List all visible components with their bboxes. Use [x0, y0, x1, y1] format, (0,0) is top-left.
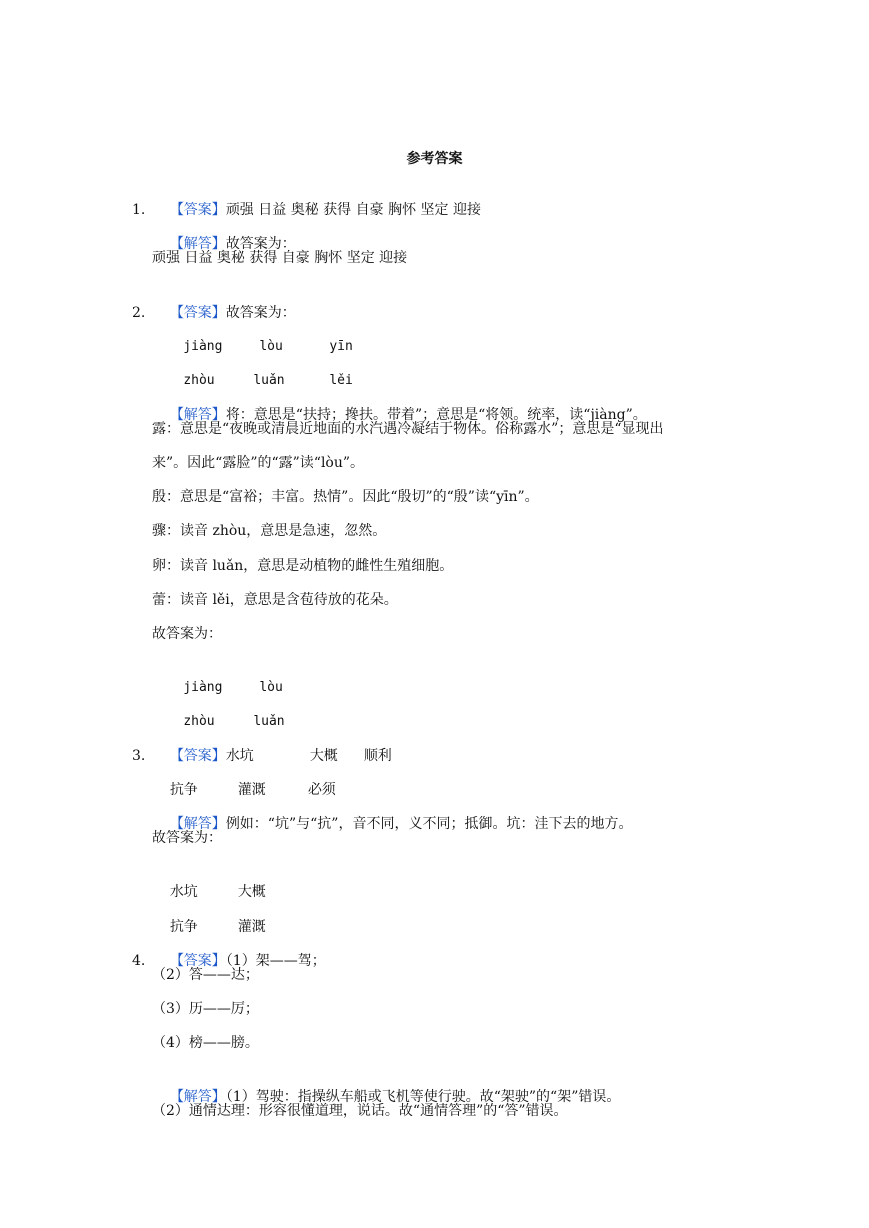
answer-tag: 【答案】	[169, 305, 226, 321]
word-item: 灌溉	[237, 919, 266, 935]
pinyin-item: luǎn	[253, 714, 285, 729]
q2-paragraph: 殷：意思是“富裕；丰富。热情”。因此“殷切”的“殷”读“yīn”。	[152, 489, 539, 505]
q3-explain-text: 例如：“坑”与“抗”，音不同，义不同；抵御。坑：洼下去的地方。	[225, 816, 633, 832]
q3-number: 3.	[132, 748, 146, 764]
q2-paragraph: 故答案为：	[152, 626, 222, 642]
pinyin-item: zhòu	[183, 714, 215, 729]
answer-tag: 【答案】	[169, 202, 226, 218]
pinyin-item: luǎn	[253, 373, 285, 388]
word-item: 抗争	[169, 782, 198, 798]
pinyin-item: lòu	[259, 680, 283, 695]
q2-paragraph: 露：意思是“夜晚或清晨近地面的水汽遇冷凝结于物体。俗称露水”；意思是“显现出	[152, 421, 664, 437]
page-title: 参考答案	[406, 151, 463, 167]
q4-number: 4.	[132, 953, 146, 969]
q1-answer-repeat: 顽强 日益 奥秘 获得 自豪 胸怀 坚定 迎接	[152, 250, 408, 266]
explain-tag: 【解答】	[169, 236, 226, 252]
word-item: 顺利	[363, 748, 392, 764]
q4-paragraph: （2）通情达理：形容很懂道理，说话。故“通情答理”的“答”错误。	[152, 1103, 568, 1119]
q1-explain-text: 故答案为：	[225, 236, 296, 252]
q2-number: 2.	[132, 305, 146, 321]
explain-tag: 【解答】	[169, 816, 226, 832]
pinyin-item: jiàng	[183, 680, 223, 695]
word-item: 水坑	[225, 748, 254, 764]
pinyin-item: jiàng	[183, 339, 223, 354]
q4-explain-text: （1）驾驶：指操纵车船或飞机等使行驶。故“架驶”的“架”错误。	[225, 1089, 621, 1105]
answer-tag: 【答案】	[169, 953, 226, 969]
word-item: 灌溉	[237, 782, 266, 798]
pinyin-item: yīn	[329, 339, 353, 354]
pinyin-item: lòu	[259, 339, 283, 354]
q4-answer-text: （1）架——驾；	[225, 953, 326, 969]
q1-answer-text: 顽强 日益 奥秘 获得 自豪 胸怀 坚定 迎接	[225, 202, 481, 218]
word-item: 大概	[309, 748, 338, 764]
explain-tag: 【解答】	[169, 1089, 226, 1105]
q3-explain-line	[152, 794, 632, 854]
q2-paragraph: 来”。因此“露脸”的“露”读“lòu”。	[152, 455, 365, 471]
q1-number: 1.	[132, 202, 146, 218]
q4-answer-item: （4）榜——膀。	[152, 1035, 259, 1051]
answer-tag: 【答案】	[169, 748, 226, 764]
word-item: 抗争	[169, 919, 198, 935]
q2-paragraph: 蕾：读音 lěi，意思是含苞待放的花朵。	[152, 592, 398, 608]
word-item: 大概	[237, 884, 266, 900]
q4-answer-item: （3）历——厉；	[152, 1001, 259, 1017]
q3-paragraph: 故答案为：	[152, 830, 222, 846]
explain-tag: 【解答】	[169, 407, 226, 423]
q4-answer-item: （2）答——达；	[152, 967, 259, 983]
word-item: 必须	[307, 782, 336, 798]
q2-answer-text: 故答案为：	[225, 305, 296, 321]
word-item: 水坑	[169, 884, 198, 900]
q2-explain-text: 将：意思是“扶持；搀扶。带着”；意思是“将领。统率，读“jiàng”。	[225, 407, 647, 423]
pinyin-item: lěi	[329, 373, 353, 388]
q2-paragraph: 骤：读音 zhòu，意思是急速，忽然。	[152, 523, 387, 539]
q2-paragraph: 卵：读音 luǎn，意思是动植物的雌性生殖细胞。	[152, 558, 454, 574]
pinyin-item: zhòu	[183, 373, 215, 388]
